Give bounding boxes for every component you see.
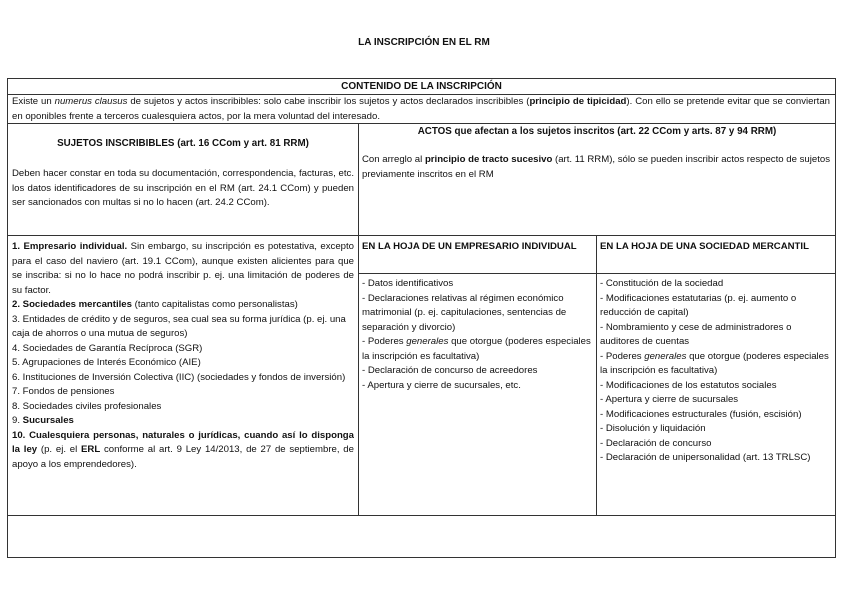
list-item: - Modificaciones estatutarias (p. ej. aumento o reducción de capital) [600,292,797,318]
list-item: 4. Sociedades de Garantía Recíproca (SGR) [12,342,203,354]
column-divider [358,123,359,515]
row-divider [8,235,835,236]
row-divider [8,515,835,516]
acts-title: ACTOS que afectan a los sujetos inscritos (art. 22 CCom y arts. 87 y 94 RRM) [417,126,777,137]
list-item: - Datos identificativos [362,278,454,289]
company-title: EN LA HOJA DE UNA SOCIEDAD MERCANTIL [600,241,809,252]
company-acts-list [600,277,833,513]
list-item: 9. Sucursales [12,415,74,426]
table-header: CONTENIDO DE LA INSCRIPCIÓN [341,81,502,92]
list-item: 7. Fondos de pensiones [12,386,115,397]
subjects-title-cell [12,137,354,153]
list-item: - Declaraciones relativas al régimen económico matrimonial (p. ej. capitulaciones, sentencias de separación y divorcio) [362,292,567,333]
list-item: 5. Agrupaciones de Interés Económico (AIE) [12,357,201,368]
list-item: 1. Empresario individual. Sin embargo, su inscripción es potestativa, excepto para el caso del naviero (art. 19.1 CCom), aunque existen alicientes para que se inscriba: si no lo hace no podrá inscribir p. ej. una limitación de poderes de su factor. [12,241,354,296]
column-divider [596,235,597,515]
list-item: - Apertura y cierre de sucursales, etc. [362,379,521,391]
list-item: - Poderes generales que otorgue (poderes especiales la inscripción es facultativa) [362,336,591,362]
list-item: - Nombramiento y cese de administradores o auditores de cuentas [600,321,792,347]
list-item: - Constitución de la sociedad [600,278,724,289]
list-item: - Apertura y cierre de sucursales [600,394,739,405]
list-item: 2. Sociedades mercantiles (tanto capitalistas como personalistas) [12,299,298,310]
list-item: 6. Instituciones de Inversión Colectiva (IIC) (sociedades y fondos de inversión) [12,371,346,383]
individual-title: EN LA HOJA DE UN EMPRESARIO INDIVIDUAL [362,241,577,252]
list-item: - Declaración de concurso [600,437,712,449]
page-title: LA INSCRIPCIÓN EN EL RM [358,37,490,48]
acts-title-cell [362,125,832,141]
list-item: 8. Sociedades civiles profesionales [12,400,162,412]
list-item: 10. Cualesquiera personas, naturales o jurídicas, cuando así lo disponga la ley (p. ej. el ERL conforme al art. 9 Ley 14/2013, de 27 de septiembre, de apoyo a los emprendedores). [12,429,354,470]
intro-paragraph: Existe un numerus clausus de sujetos y actos inscribibles: solo cabe inscribir los sujetos y actos declarados inscribibles (principio de tipicidad). Con ello se pretende evitar que se conviertan en oponibles frente a terceros cualesquiera actos, por la mera voluntad del interesado. [12,96,830,122]
list-item: - Poderes generales que otorgue (poderes especiales la inscripción es facultativa) [600,350,829,376]
subjects-title: SUJETOS INSCRIBIBLES (art. 16 CCom y art. 81 RRM) [57,138,309,149]
subjects-body: Deben hacer constar en toda su documentación, correspondencia, facturas, etc. los datos identificadores de su inscripción en el RM (art. 24.1 CCom) y pueden ser sancionados con multas si no lo hacen (art. 24.2 CCom). [12,168,354,208]
list-item: - Declaración de concurso de acreedores [362,365,538,376]
list-item: 3. Entidades de crédito y de seguros, sea cual sea su forma jurídica (p. ej. una caja de ahorros o una mutua de seguros) [12,313,346,339]
list-item: - Declaración de unipersonalidad (art. 13 TRLSC) [600,452,811,463]
row-divider [358,273,835,274]
list-item: - Modificaciones de los estatutos sociales [600,379,777,391]
inscription-table [7,78,836,558]
list-item: - Disolución y liquidación [600,423,706,434]
list-item: - Modificaciones estructurales (fusión, escisión) [600,408,802,420]
row-divider [8,123,835,124]
individual-acts-list [362,277,592,513]
acts-body: Con arreglo al principio de tracto sucesivo (art. 11 RRM), sólo se pueden inscribir actos respecto de sujetos previamente inscritos en el RM [362,154,830,180]
subjects-list [12,240,354,512]
